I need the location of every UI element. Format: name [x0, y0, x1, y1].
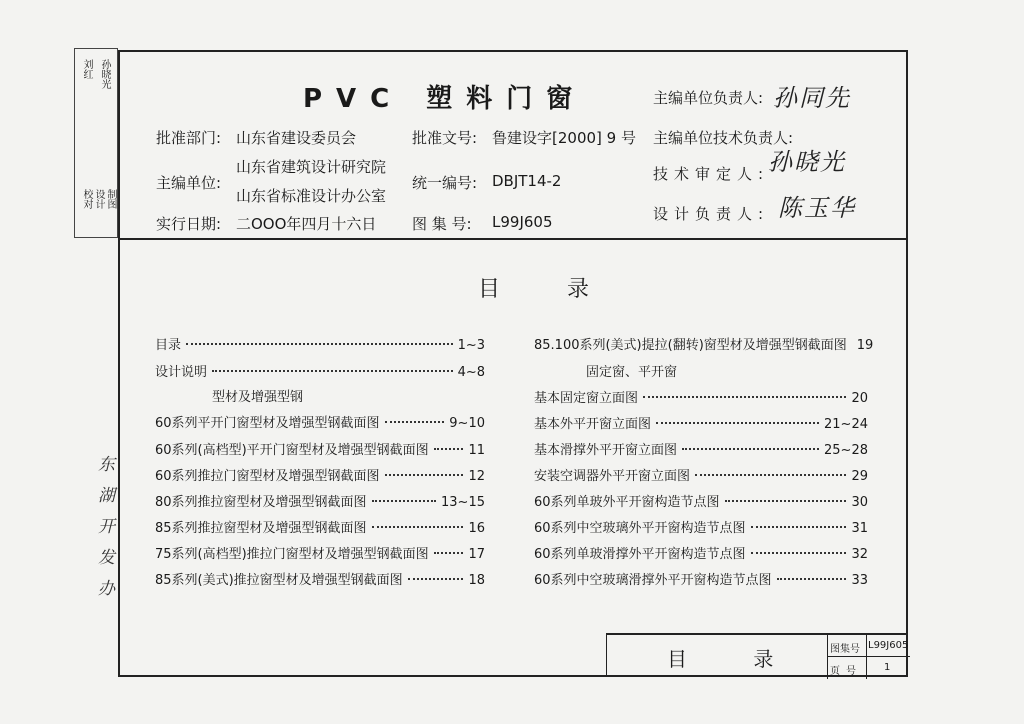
toc-entry-page: 32 — [851, 547, 868, 562]
toc-entry-page: 29 — [851, 469, 868, 484]
toc-entry[interactable] — [155, 412, 485, 431]
toc-entry[interactable] — [534, 491, 868, 510]
toc-entry[interactable] — [155, 465, 485, 484]
toc-entry-page: 33 — [851, 573, 868, 588]
toc-section-heading: 型材及增强型钢 — [212, 390, 304, 405]
toc-entry[interactable] — [155, 491, 485, 510]
approval-dept-label: 批准部门: — [156, 129, 222, 147]
toc-entry-title: 80系列推拉窗型材及增强型钢截面图 — [155, 495, 367, 510]
toc-entry-title: 基本滑撑外平开窗立面图 — [534, 443, 678, 458]
atlas-no-label: 图 集 号: — [412, 215, 472, 233]
toc-entry-title: 60系列(高档型)平开门窗型材及增强型钢截面图 — [155, 443, 429, 458]
toc-entry[interactable] — [155, 517, 485, 536]
toc-entry-page: 31 — [851, 521, 868, 536]
title-block-name: 目 录 — [667, 647, 804, 671]
margin-label-3: 制图 — [105, 189, 116, 209]
toc-entry-page: 12 — [468, 469, 485, 484]
header-block — [118, 50, 908, 240]
title-block-grid — [827, 635, 909, 679]
toc-entry[interactable] — [534, 543, 868, 562]
toc-entry-title: 75系列(高档型)推拉门窗型材及增强型钢截面图 — [155, 547, 429, 562]
toc-entry-page: 4~8 — [457, 365, 485, 380]
toc-entry-title: 60系列平开门窗型材及增强型钢截面图 — [155, 416, 380, 431]
margin-label-1: 校对 — [81, 189, 92, 209]
toc-entry-title: 85系列推拉窗型材及增强型钢截面图 — [155, 521, 367, 536]
toc-entry[interactable] — [534, 569, 868, 588]
toc-entry-page: 18 — [468, 573, 485, 588]
margin-label-2: 设计 — [93, 189, 104, 209]
margin-stamp-text-1: 刘红 — [81, 59, 92, 79]
toc-entry[interactable] — [534, 334, 874, 353]
tech-lead-label: 主编单位技术负责人: — [653, 129, 794, 147]
toc-entry-page: 30 — [851, 495, 868, 510]
design-lead-signature: 陈玉华 — [778, 194, 856, 222]
toc-entry-page: 9~10 — [449, 416, 485, 431]
toc-entry[interactable] — [155, 361, 485, 380]
toc-entry-title: 安装空调器外平开窗立面图 — [534, 469, 691, 484]
effective-date-value: 二OOO年四月十六日 — [236, 215, 377, 233]
toc-entry[interactable] — [534, 517, 868, 536]
atlas-no-value: L99J605 — [492, 213, 553, 231]
toc-entry-page: 21~24 — [824, 417, 868, 432]
tech-reviewer-signature: 孙晓光 — [768, 148, 846, 176]
toc-entry-title: 基本固定窗立面图 — [534, 391, 639, 406]
toc-entry-page: 25~28 — [824, 443, 868, 458]
toc-entry-page: 16 — [468, 521, 485, 536]
editor-unit-value-1: 山东省建筑设计研究院 — [236, 158, 387, 176]
toc-entry-title: 60系列单玻滑撑外平开窗构造节点图 — [534, 547, 746, 562]
toc-entry-title: 60系列中空玻璃滑撑外平开窗构造节点图 — [534, 573, 772, 588]
editor-unit-label: 主编单位: — [156, 174, 222, 192]
page-no-cell: 1 — [884, 662, 891, 673]
toc-entry-page: 19 — [856, 338, 874, 353]
toc-entry-page: 17 — [468, 547, 485, 562]
toc-entry[interactable] — [534, 413, 868, 432]
document-title: PVC 塑料门窗 — [303, 84, 587, 114]
toc-entry[interactable] — [155, 543, 485, 562]
margin-stamp-text-2: 孙晓光 — [99, 59, 110, 89]
toc-entry-title: 设计说明 — [155, 365, 208, 380]
effective-date-label: 实行日期: — [156, 215, 222, 233]
design-lead-label: 设计负责人: — [653, 205, 770, 223]
toc-entry-title: 85.100系列(美式)提拉(翻转)窗型材及增强型钢截面图 — [534, 338, 847, 353]
chief-editor-signature: 孙同先 — [773, 84, 851, 112]
toc-entry[interactable] — [155, 334, 485, 353]
toc-entry-page: 13~15 — [441, 495, 485, 510]
atlas-no-cell: L99J605 — [868, 640, 909, 651]
unified-no-value: DBJT14-2 — [492, 172, 562, 190]
chief-editor-label: 主编单位负责人: — [653, 89, 764, 107]
toc-entry-page: 1~3 — [457, 338, 485, 353]
toc-entry[interactable] — [534, 465, 868, 484]
editor-unit-value-2: 山东省标准设计办公室 — [236, 187, 387, 205]
toc-entry[interactable] — [534, 439, 868, 458]
toc-entry-page: 20 — [851, 391, 868, 406]
toc-entry[interactable] — [155, 439, 485, 458]
toc-entry-page: 11 — [468, 443, 485, 458]
approval-no-label: 批准文号: — [412, 129, 478, 147]
toc-entry-title: 60系列中空玻璃外平开窗构造节点图 — [534, 521, 746, 536]
page-no-key: 页号 — [830, 666, 862, 677]
atlas-no-key: 图集号 — [830, 644, 860, 655]
approval-no-value: 鲁建设字[2000] 9 号 — [492, 129, 636, 147]
tech-reviewer-label: 技术审定人: — [653, 165, 770, 183]
handwritten-side-note: 东湖开发办 — [94, 455, 114, 610]
toc-entry[interactable] — [534, 387, 868, 406]
toc-section-heading: 固定窗、平开窗 — [586, 365, 678, 380]
toc-entry-title: 60系列推拉门窗型材及增强型钢截面图 — [155, 469, 380, 484]
toc-title: 目 录 — [478, 277, 619, 302]
toc-entry-title: 基本外平开窗立面图 — [534, 417, 652, 432]
title-block — [606, 633, 908, 677]
toc-entry[interactable] — [155, 569, 485, 588]
approval-dept-value: 山东省建设委员会 — [236, 129, 357, 147]
toc-entry-title: 60系列单玻外平开窗构造节点图 — [534, 495, 720, 510]
unified-no-label: 统一编号: — [412, 174, 478, 192]
toc-entry-title: 85系列(美式)推拉窗型材及增强型钢截面图 — [155, 573, 403, 588]
binding-margin — [74, 48, 118, 238]
toc-entry-title: 目录 — [155, 338, 182, 353]
